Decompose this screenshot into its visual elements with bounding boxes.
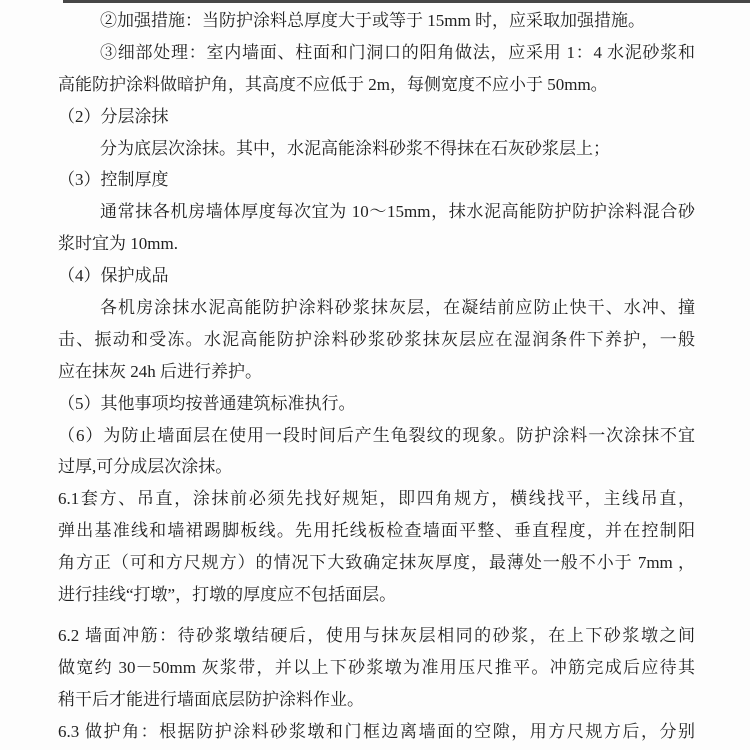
- document-line: ②加强措施：当防护涂料总厚度大于或等于 15mm 时，应采取加强措施。: [100, 11, 645, 30]
- document-line: 各机房涂抹水泥高能防护涂料砂浆抹灰层，在凝结前应防止快干、水冲、撞: [100, 298, 695, 318]
- document-line: 做宽约 30－50mm 灰浆带，并以上下砂浆墩为准用压尺推平。冲筋完成后应待其: [58, 657, 695, 677]
- document-line: 高能防护涂料做暗护角，其高度不应低于 2m，每侧宽度不应小于 50mm。: [58, 74, 608, 94]
- document-line: 通常抹各机房墙体厚度每次宜为 10～15mm，抹水泥高能防护防护涂料混合砂: [100, 202, 695, 222]
- document-line: （4）保护成品: [58, 266, 169, 286]
- document-line: 稍干后才能进行墙面底层防护涂料作业。: [58, 689, 364, 709]
- document-line: ③细部处理：室内墙面、柱面和门洞口的阳角做法，应采用 1：4 水泥砂浆和: [100, 42, 695, 62]
- document-line: （3）控制厚度: [58, 170, 169, 190]
- document-line: 分为底层次涂抹。其中，水泥高能涂料砂浆不得抹在石灰砂浆层上；: [100, 138, 610, 158]
- document-line: 应在抹灰 24h 后进行养护。: [58, 361, 262, 381]
- document-text-area: [58, 5, 695, 747]
- document-line: （5）其他事项均按普通建筑标准执行。: [58, 393, 356, 413]
- document-line: 6.2 墙面冲筋：待砂浆墩结硬后，使用与抹灰层相同的砂浆，在上下砂浆墩之间: [58, 625, 695, 645]
- document-line: 击、振动和受冻。水泥高能防护涂料砂浆砂浆抹灰层应在湿润条件下养护，一般: [58, 329, 695, 349]
- document-line: 浆时宜为 10mm.: [58, 234, 178, 254]
- document-line: （2）分层涂抹: [58, 106, 169, 126]
- document-line: 过厚,可分成层次涂抹。: [58, 457, 233, 477]
- document-line: 进行挂线“打墩”，打墩的厚度应不包括面层。: [58, 585, 397, 605]
- document-line: 角方正（可和方尺规方）的情况下大致确定抹灰厚度，最薄处一般不小于 7mm ，: [58, 553, 695, 573]
- document-line: 6.1套方、吊直，涂抹前必须先找好规矩，即四角规方，横线找平，主线吊直，: [58, 489, 695, 509]
- cutoff-text-remnant: [63, 0, 750, 3]
- document-line: （6）为防止墙面层在使用一段时间后产生龟裂纹的现象。防护涂料一次涂抹不宜: [58, 425, 695, 445]
- document-line: 弹出基准线和墙裙踢脚板线。先用托线板检查墙面平整、垂直程度，并在控制阳: [58, 521, 695, 541]
- document-line: 6.3 做护角：根据防护涂料砂浆墩和门框边离墙面的空隙，用方尺规方后，分别: [58, 721, 695, 741]
